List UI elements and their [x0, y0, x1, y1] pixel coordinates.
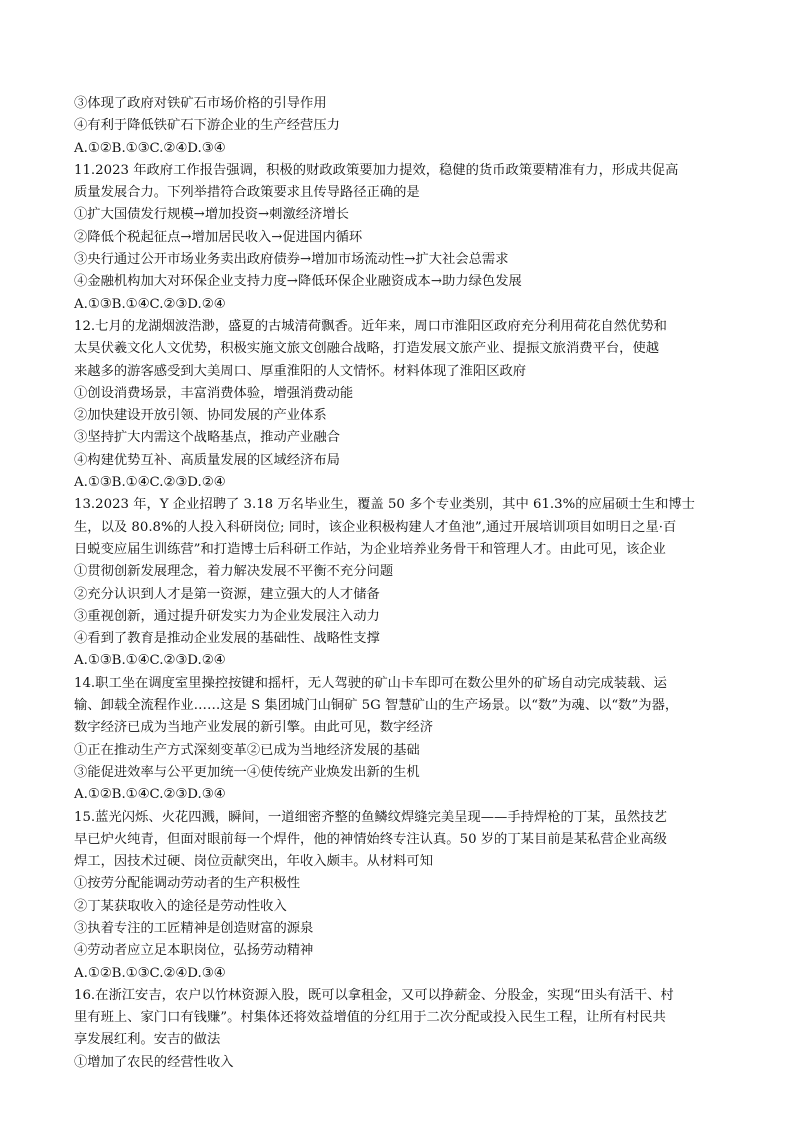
option-line: ①创设消费场景，丰富消费体验，增强消费动能: [74, 385, 354, 401]
question-stem-line: 焊工，因技术过硬、岗位贡献突出，年收入颇丰。从材料可知: [74, 854, 434, 870]
question-stem-line: 日蜕变应届生训练营”和打造博士后科研工作站，为企业培养业务骨干和管理人才。由此可见，该企业: [74, 541, 666, 557]
option-line: ④金融机构加大对环保企业支持力度→降低环保企业融资成本→助力绿色发展: [74, 274, 522, 290]
option-line: ③执着专注的工匠精神是创造财富的源泉: [74, 920, 314, 936]
intro-block: [74, 93, 724, 160]
option-line: ④构建优势互补、高质量发展的区域经济布局: [74, 452, 340, 468]
option-line: ①扩大国债发行规模→增加投资→刺激经济增长: [74, 207, 349, 223]
question-stem-line: 生，以及 80.8%的人投入科研岗位; 同时，该企业积极构建人才鱼池”,通过开展培训项目如明日之星·百: [74, 519, 677, 535]
question-stem-line: 13.2023 年，Y 企业招聘了 3.18 万名毕业生，覆盖 50 多个专业类别，其中 61.3%的应届硕士生和博士: [74, 497, 695, 513]
answer-choices: A.①②B.①③C.②④D.③④: [74, 965, 226, 981]
question-stem-line: 12.七月的龙湖烟波浩渺，盛夏的古城清荷飘香。近年来，周口市淮阳区政府充分利用荷花自然优势和: [74, 318, 667, 334]
question-stem-line: 质量发展合力。下列举措符合政策要求且传导路径正确的是: [74, 185, 420, 201]
question-block: [74, 673, 724, 807]
question-stem-line: 太昊伏羲文化人文优势，积极实施文旅文创融合战略，打造发展文旅产业、提振文旅消费平台，使越: [74, 341, 660, 357]
question-stem-line: 来越多的游客感受到大美周口、厚重淮阳的人文情怀。材料体现了淮阳区政府: [74, 363, 527, 379]
question-block: [74, 316, 724, 494]
question-stem-line: 14.职工坐在调度室里操控按键和摇杆，无人驾驶的矿山卡车即可在数公里外的矿场自动完成装载、运: [74, 675, 667, 691]
option-line: ③央行通过公开市场业务卖出政府债券→增加市场流动性→扩大社会总需求: [74, 252, 509, 268]
question-stem-line: 11.2023 年政府工作报告强调，积极的财政政策要加力提效，稳健的货币政策要精准有力，形成共促高: [74, 162, 679, 178]
option-line: ③重视创新，通过提升研发实力为企业发展注入动力: [74, 608, 380, 624]
option-line: ②丁某获取收入的途径是劳动性收入: [74, 898, 287, 914]
option-line: ④看到了教育是推动企业发展的基础性、战略性支撑: [74, 631, 380, 647]
question-block: [74, 494, 724, 672]
exam-page: [74, 93, 724, 1074]
option-line: ①贯彻创新发展理念，着力解决发展不平衡不充分问题: [74, 564, 394, 580]
option-line: ①增加了农民的经营性收入: [74, 1054, 234, 1070]
option-line: ②加快建设开放引领、协同发展的产业体系: [74, 408, 327, 424]
option-line: ②充分认识到人才是第一资源，建立强大的人才储备: [74, 586, 380, 602]
question-block: [74, 807, 724, 985]
question-stem-line: 享发展红利。安吉的做法: [74, 1032, 221, 1048]
question-list: [74, 160, 724, 1074]
question-stem-line: 16.在浙江安吉，农户以竹林资源入股，既可以拿租金，又可以挣薪金、分股金，实现“田头有活干、村: [74, 987, 674, 1003]
answer-choices: A.①②B.①④C.②③D.③④: [74, 787, 226, 803]
question-stem-line: 数字经济已成为当地产业发展的新引擎。由此可见，数字经济: [74, 720, 434, 736]
question-block: [74, 985, 724, 1074]
question-stem-line: 早已炉火纯青，但面对眼前每一个焊件，他的神情始终专注认真。50 岁的丁某目前是某私营企业高级: [74, 831, 667, 847]
question-stem-line: 输、卸载全流程作业……这是 S 集团城门山铜矿 5G 智慧矿山的生产场景。以“数”为魂、以“数”为器，: [74, 698, 679, 714]
option-line: ③坚持扩大内需这个战略基点，推动产业融合: [74, 430, 340, 446]
option-line: ②降低个税起征点→增加居民收入→促进国内循环: [74, 229, 363, 245]
question-stem-line: 15.蓝光闪烁、火花四溅，瞬间，一道细密齐整的鱼鳞纹焊缝完美呈现——手持焊枪的丁某，虽然技艺: [74, 809, 667, 825]
option-line: ④劳动者应立足本职岗位，弘扬劳动精神: [74, 943, 314, 959]
option-line: ①正在推动生产方式深刻变革②已成为当地经济发展的基础: [74, 742, 420, 758]
question-block: [74, 160, 724, 316]
option-line: ④有利于降低铁矿石下游企业的生产经营压力: [74, 118, 340, 134]
answer-choices: A.①③B.①④C.②③D.②④: [74, 475, 226, 491]
answer-choices: A.①③B.①④C.②③D.②④: [74, 296, 226, 312]
question-stem-line: 里有班上、家门口有钱赚”。村集体还将效益增值的分红用于二次分配或投入民生工程，让所有村民共: [74, 1010, 666, 1026]
option-line: ③体现了政府对铁矿石市场价格的引导作用: [74, 96, 327, 111]
option-line: ③能促进效率与公平更加统一④使传统产业焕发出新的生机: [74, 764, 420, 780]
answer-choices: A.①②B.①③C.②④D.③④: [74, 140, 226, 156]
option-line: ①按劳分配能调动劳动者的生产积极性: [74, 876, 301, 892]
answer-choices: A.①③B.①④C.②③D.②④: [74, 653, 226, 669]
